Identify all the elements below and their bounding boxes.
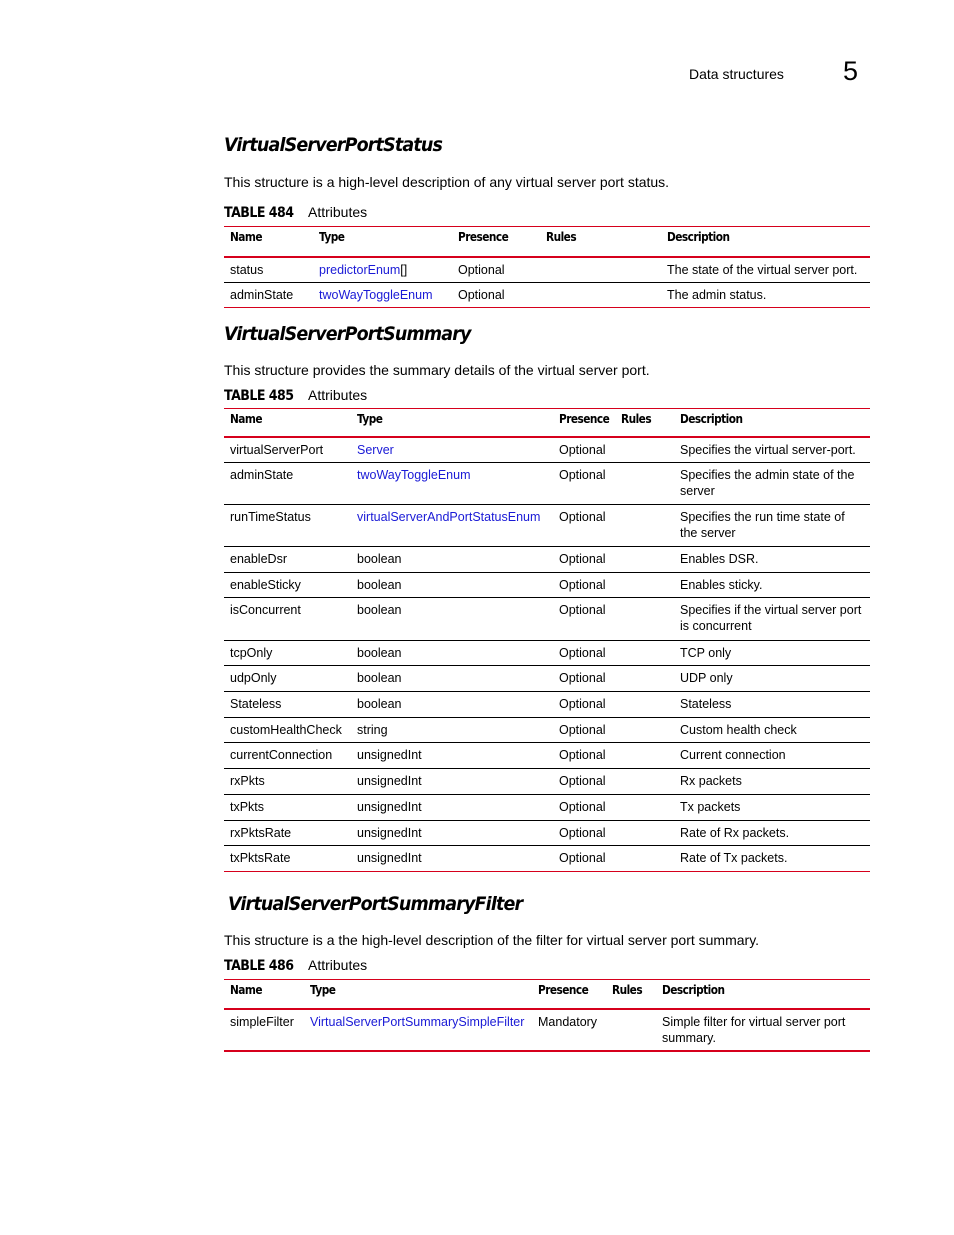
cell-rules: [615, 846, 674, 872]
cell-name: udpOnly: [224, 666, 351, 692]
cell-description: TCP only: [674, 641, 870, 666]
cell-rules: [615, 598, 674, 641]
cell-description: UDP only: [674, 666, 870, 692]
section-title: VirtualServerPortStatus: [224, 134, 443, 156]
table-title: Attributes: [308, 204, 368, 220]
cell-presence: Optional: [553, 463, 615, 505]
table-row: [224, 283, 870, 308]
cell-type: [351, 505, 553, 547]
cell-name: rxPktsRate: [224, 821, 351, 846]
column-header-name: Name: [224, 227, 313, 257]
cell-rules: [615, 437, 674, 463]
cell-description: Specifies the run time state of the server: [674, 505, 870, 547]
type-suffix: []: [400, 262, 408, 277]
cell-name: rxPkts: [224, 769, 351, 795]
cell-description: Tx packets: [674, 795, 870, 821]
table-title: Attributes: [308, 387, 368, 403]
table-row: [224, 437, 870, 463]
cell-rules: [540, 283, 661, 308]
cell-type: [313, 283, 452, 308]
column-header-type: Type: [304, 980, 532, 1009]
cell-presence: Optional: [553, 573, 615, 598]
cell-type: unsignedInt: [351, 846, 553, 872]
cell-name: customHealthCheck: [224, 718, 351, 743]
cell-name: adminState: [224, 283, 313, 308]
table-row: [224, 795, 870, 821]
table-caption: [224, 387, 368, 404]
table-row: [224, 692, 870, 718]
section-virtualserverportstatus: [224, 134, 870, 314]
table-row: [224, 666, 870, 692]
cell-description: The state of the virtual server port.: [661, 257, 870, 283]
table-header-row: [224, 409, 870, 437]
cell-type: boolean: [351, 573, 553, 598]
cell-presence: Optional: [553, 743, 615, 769]
cell-type: [351, 437, 553, 463]
cell-name: virtualServerPort: [224, 437, 351, 463]
cell-rules: [606, 1009, 656, 1051]
table-row: [224, 718, 870, 743]
column-header-presence: Presence: [452, 227, 540, 257]
table-number: TABLE 486: [224, 958, 294, 974]
cell-rules: [615, 795, 674, 821]
table-row: [224, 769, 870, 795]
type-link[interactable]: twoWayToggleEnum: [357, 468, 471, 482]
cell-name: adminState: [224, 463, 351, 505]
cell-name: runTimeStatus: [224, 505, 351, 547]
cell-name: currentConnection: [224, 743, 351, 769]
cell-type: unsignedInt: [351, 769, 553, 795]
cell-presence: Optional: [553, 718, 615, 743]
cell-rules: [540, 257, 661, 283]
table-row: [224, 598, 870, 641]
cell-rules: [615, 666, 674, 692]
cell-presence: Optional: [553, 821, 615, 846]
table-number: TABLE 484: [224, 205, 294, 221]
table-row: [224, 821, 870, 846]
cell-type: [313, 257, 452, 283]
table-row: [224, 463, 870, 505]
table-title: Attributes: [308, 957, 368, 973]
cell-presence: Optional: [553, 846, 615, 872]
cell-presence: Optional: [553, 769, 615, 795]
cell-name: enableDsr: [224, 547, 351, 573]
table-header-row: [224, 980, 870, 1009]
chapter-name: Data structures: [689, 66, 784, 82]
cell-description: Rx packets: [674, 769, 870, 795]
column-header-rules: Rules: [606, 980, 656, 1009]
cell-rules: [615, 743, 674, 769]
cell-presence: Optional: [553, 666, 615, 692]
attributes-table: [224, 979, 870, 1052]
column-header-name: Name: [224, 409, 351, 437]
section-description: This structure is a high-level description of any virtual server port status.: [224, 174, 670, 190]
type-link[interactable]: Server: [357, 442, 394, 457]
attributes-table: [224, 226, 870, 308]
column-header-presence: Presence: [553, 409, 615, 437]
cell-type: boolean: [351, 666, 553, 692]
type-link[interactable]: twoWayToggleEnum: [319, 288, 433, 302]
type-link[interactable]: predictorEnum: [319, 262, 401, 277]
column-header-name: Name: [224, 980, 304, 1009]
table-header-row: [224, 227, 870, 257]
cell-name: txPkts: [224, 795, 351, 821]
table-row: [224, 1009, 870, 1051]
table-row: [224, 641, 870, 666]
type-link[interactable]: VirtualServerPortSummarySimpleFilter: [310, 1014, 525, 1029]
cell-description: Current connection: [674, 743, 870, 769]
section-virtualserverportsummaryfilter: [224, 893, 870, 1063]
table-row: [224, 257, 870, 283]
section-title: VirtualServerPortSummary: [224, 323, 471, 345]
table-row: [224, 743, 870, 769]
cell-type: unsignedInt: [351, 821, 553, 846]
cell-description: Stateless: [674, 692, 870, 718]
cell-name: Stateless: [224, 692, 351, 718]
table-caption: [224, 957, 368, 974]
cell-description: Specifies if the virtual server port is concurrent: [674, 598, 870, 641]
page-header: [689, 56, 858, 88]
cell-presence: Optional: [553, 505, 615, 547]
table-row: [224, 573, 870, 598]
cell-description: Custom health check: [674, 718, 870, 743]
cell-presence: Mandatory: [532, 1009, 606, 1051]
cell-rules: [615, 769, 674, 795]
cell-type: [351, 463, 553, 505]
cell-rules: [615, 718, 674, 743]
cell-type: boolean: [351, 598, 553, 641]
cell-type: string: [351, 718, 553, 743]
column-header-rules: Rules: [540, 227, 661, 257]
cell-rules: [615, 463, 674, 505]
section-title: VirtualServerPortSummaryFilter: [228, 893, 523, 915]
column-header-presence: Presence: [532, 980, 606, 1009]
column-header-type: Type: [313, 227, 452, 257]
cell-presence: Optional: [553, 795, 615, 821]
cell-description: Specifies the admin state of the server: [674, 463, 870, 505]
cell-name: tcpOnly: [224, 641, 351, 666]
table-caption: [224, 204, 368, 221]
table-number: TABLE 485: [224, 388, 294, 404]
table-row: [224, 547, 870, 573]
chapter-number: 5: [842, 56, 858, 86]
cell-name: enableSticky: [224, 573, 351, 598]
cell-rules: [615, 573, 674, 598]
cell-presence: Optional: [553, 547, 615, 573]
column-header-description: Description: [656, 980, 870, 1009]
cell-type: unsignedInt: [351, 795, 553, 821]
cell-name: txPktsRate: [224, 846, 351, 872]
column-header-description: Description: [674, 409, 870, 437]
type-link[interactable]: virtualServerAndPortStatusEnum: [357, 510, 541, 524]
cell-presence: Optional: [553, 641, 615, 666]
cell-rules: [615, 641, 674, 666]
cell-presence: Optional: [452, 283, 540, 308]
cell-description: Rate of Tx packets.: [674, 846, 870, 872]
cell-presence: Optional: [553, 692, 615, 718]
cell-description: Enables sticky.: [674, 573, 870, 598]
attributes-table: [224, 408, 870, 872]
table-row: [224, 505, 870, 547]
cell-description: Simple filter for virtual server port summary.: [656, 1009, 870, 1051]
cell-rules: [615, 547, 674, 573]
cell-rules: [615, 821, 674, 846]
table-row: [224, 846, 870, 872]
column-header-rules: Rules: [615, 409, 674, 437]
cell-type: boolean: [351, 547, 553, 573]
cell-description: Rate of Rx packets.: [674, 821, 870, 846]
section-description: This structure is a the high-level description of the filter for virtual server port summary.: [224, 932, 760, 948]
cell-presence: Optional: [553, 598, 615, 641]
section-description: This structure provides the summary details of the virtual server port.: [224, 362, 650, 378]
column-header-type: Type: [351, 409, 553, 437]
cell-description: Specifies the virtual server-port.: [674, 437, 870, 463]
cell-description: The admin status.: [661, 283, 870, 308]
cell-type: unsignedInt: [351, 743, 553, 769]
cell-name: simpleFilter: [224, 1009, 304, 1051]
cell-type: boolean: [351, 641, 553, 666]
cell-rules: [615, 692, 674, 718]
cell-type: [304, 1009, 532, 1051]
cell-presence: Optional: [553, 437, 615, 463]
cell-type: boolean: [351, 692, 553, 718]
section-virtualserverportsummary: [224, 323, 870, 883]
cell-name: status: [224, 257, 313, 283]
cell-name: isConcurrent: [224, 598, 351, 641]
cell-description: Enables DSR.: [674, 547, 870, 573]
column-header-description: Description: [661, 227, 870, 257]
cell-rules: [615, 505, 674, 547]
cell-presence: Optional: [452, 257, 540, 283]
